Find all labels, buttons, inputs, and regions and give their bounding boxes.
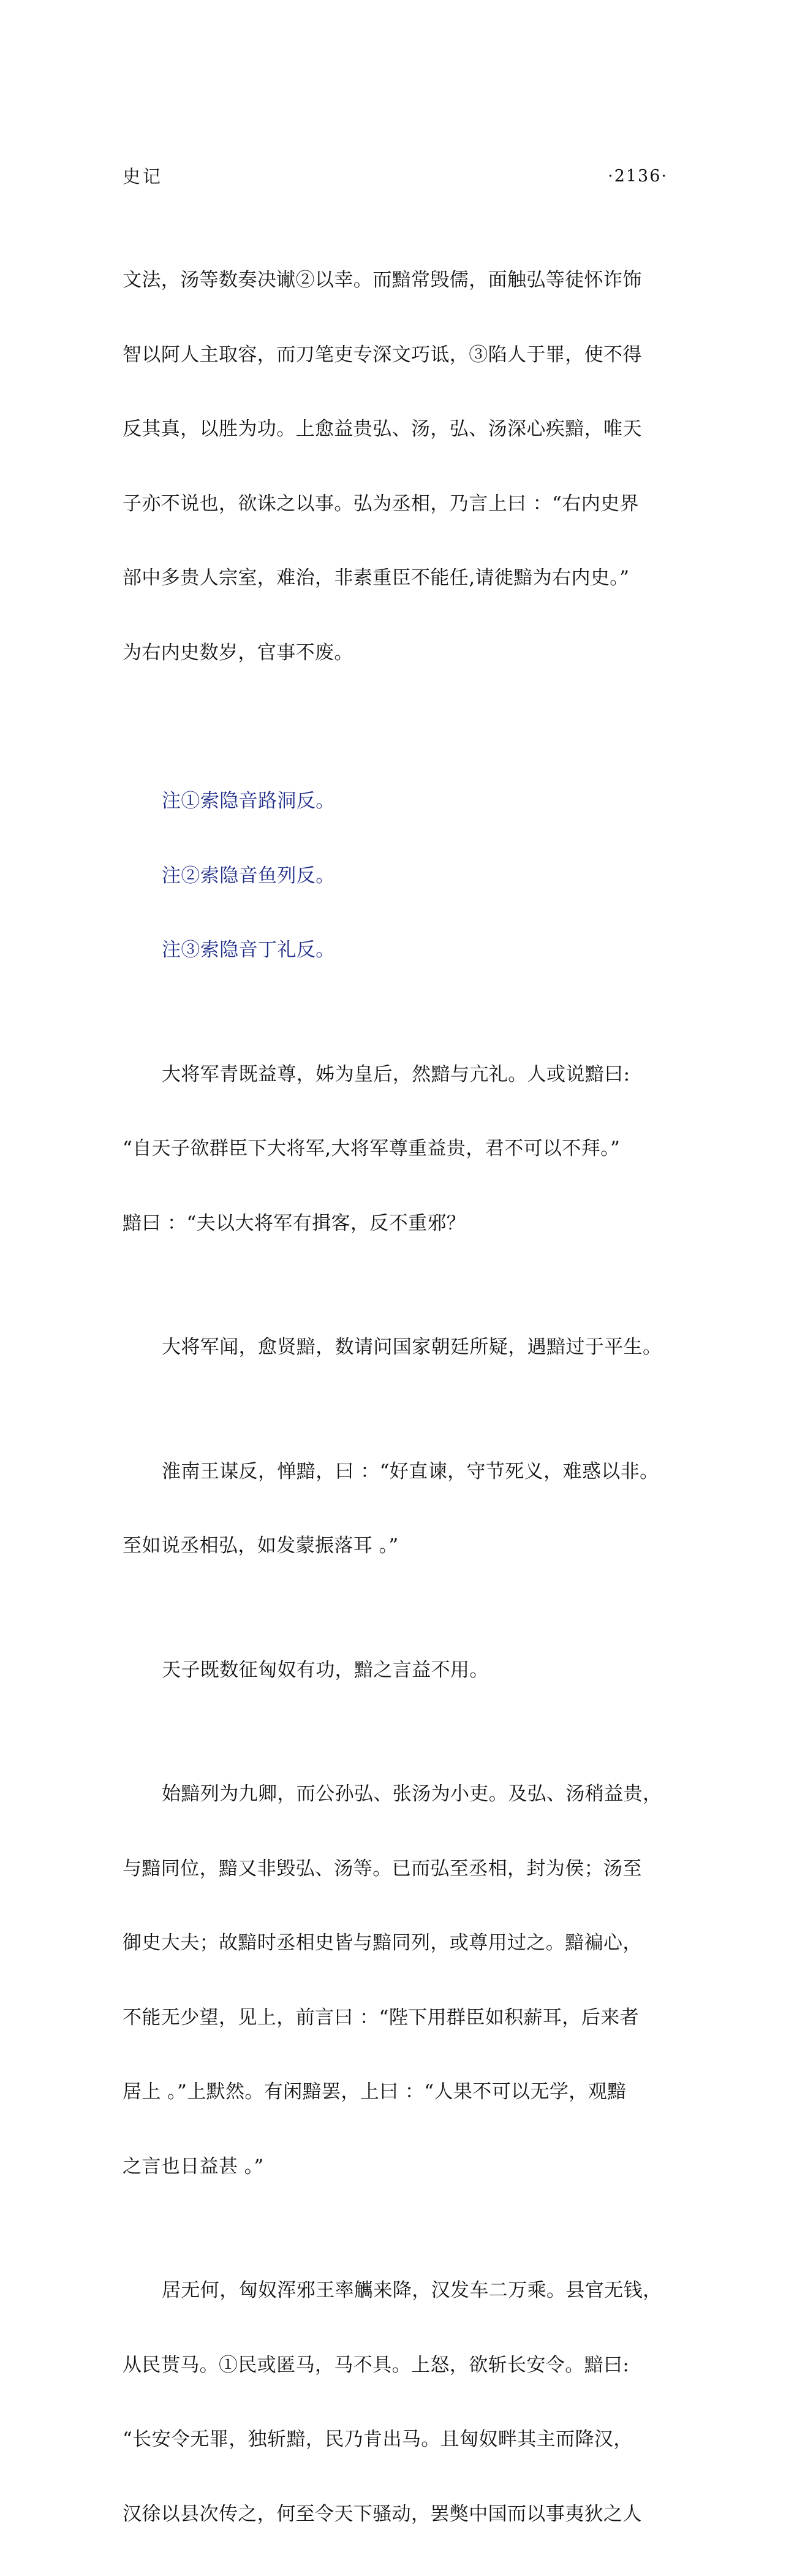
- paragraph: [123, 1013, 674, 1286]
- text-line: 至如说丞相弘，如发蒙振落耳 。”: [123, 1535, 399, 1557]
- text-line: 黯曰 ：“夫以大将军有揖客，反不重邪？: [123, 1212, 466, 1234]
- text-line: 反其真，以胜为功。上愈益贵弘、汤，弘、汤深心疾黯，唯天: [123, 418, 642, 440]
- text-line: 为右内史数岁，官事不废。: [123, 641, 353, 664]
- text-line: 部中多贵人宗室，难治，非素重臣不能任,请徙黯为右内史。”: [123, 567, 630, 589]
- annotation-note: 注①索隐音路洞反。: [162, 790, 335, 812]
- running-title: 史记: [123, 166, 164, 187]
- notes-block: [123, 739, 674, 1013]
- paragraph-gap: [123, 715, 674, 739]
- paragraph: [123, 2228, 674, 2576]
- text-line: 御史大夫；故黯时丞相史皆与黯同列，或尊用过之。黯褊心，: [123, 1932, 642, 1954]
- body-text: [123, 218, 674, 2576]
- text-line: 始黯列为九卿，而公孙弘、张汤为小吏。及弘、汤稍益贵，: [162, 1783, 662, 1805]
- text-line: 智以阿人主取容，而刀笔吏专深文巧诋，③陷人于罪，使不得: [123, 343, 642, 366]
- text-line: “长安令无罪，独斩黯，民乃肯出马。且匈奴畔其主而降汉，: [123, 2428, 633, 2450]
- text-line: 汉徐以县次传之，何至令天下骚动，罢獘中国而以事夷狄之人: [123, 2502, 642, 2525]
- paragraph: [123, 218, 674, 715]
- text-line: 之言也日益甚 。”: [123, 2155, 264, 2178]
- text-line: 居上 。”上默然。有闲黯罢，上曰 ：“人果不可以无学，观黯: [123, 2081, 627, 2103]
- text-line: 居无何，匈奴浑邪王率觽来降，汉发车二万乘。县官无钱，: [162, 2279, 662, 2301]
- text-line: 大将军闻，愈贤黯，数请问国家朝廷所疑，遇黯过于平生。: [162, 1336, 662, 1358]
- text-line: 淮南王谋反，惮黯，曰 ：“好直谏，守节死义，难惑以非。: [162, 1460, 659, 1483]
- text-line: 天子既数征匈奴有功，黯之言益不用。: [162, 1658, 489, 1681]
- paragraph: [123, 1410, 674, 1608]
- text-line: 从民贳马。①民或匿马，马不具。上怒，欲斩长安令。黯曰:: [123, 2354, 630, 2376]
- text-line: 文法，汤等数奏决谳②以幸。而黯常毁儒，面触弘等徒怀诈饰: [123, 269, 642, 291]
- text-line: 子亦不说也，欲诛之以事。弘为丞相，乃言上曰 ：“右内史界: [123, 492, 639, 515]
- text-line: “自天子欲群臣下大将军,大将军尊重益贵，君不可以不拜。”: [123, 1138, 621, 1160]
- paragraph: [123, 1608, 674, 1733]
- text-line: 大将军青既益尊，姊为皇后，然黯与亢礼。人或说黯曰:: [162, 1063, 630, 1085]
- paragraph: [123, 1285, 674, 1410]
- text-line: 与黯同位，黯又非毁弘、汤等。已而弘至丞相，封为侯；汤至: [123, 1857, 642, 1880]
- annotation-note: 注②索隐音鱼列反。: [162, 864, 335, 887]
- paragraph: [123, 1732, 674, 2228]
- text-line: 不能无少望，见上，前言曰 ：“陛下用群臣如积薪耳，后来者: [123, 2006, 639, 2029]
- page-number: ·2136·: [608, 167, 668, 186]
- annotation-note: 注③索隐音丁礼反。: [162, 939, 335, 961]
